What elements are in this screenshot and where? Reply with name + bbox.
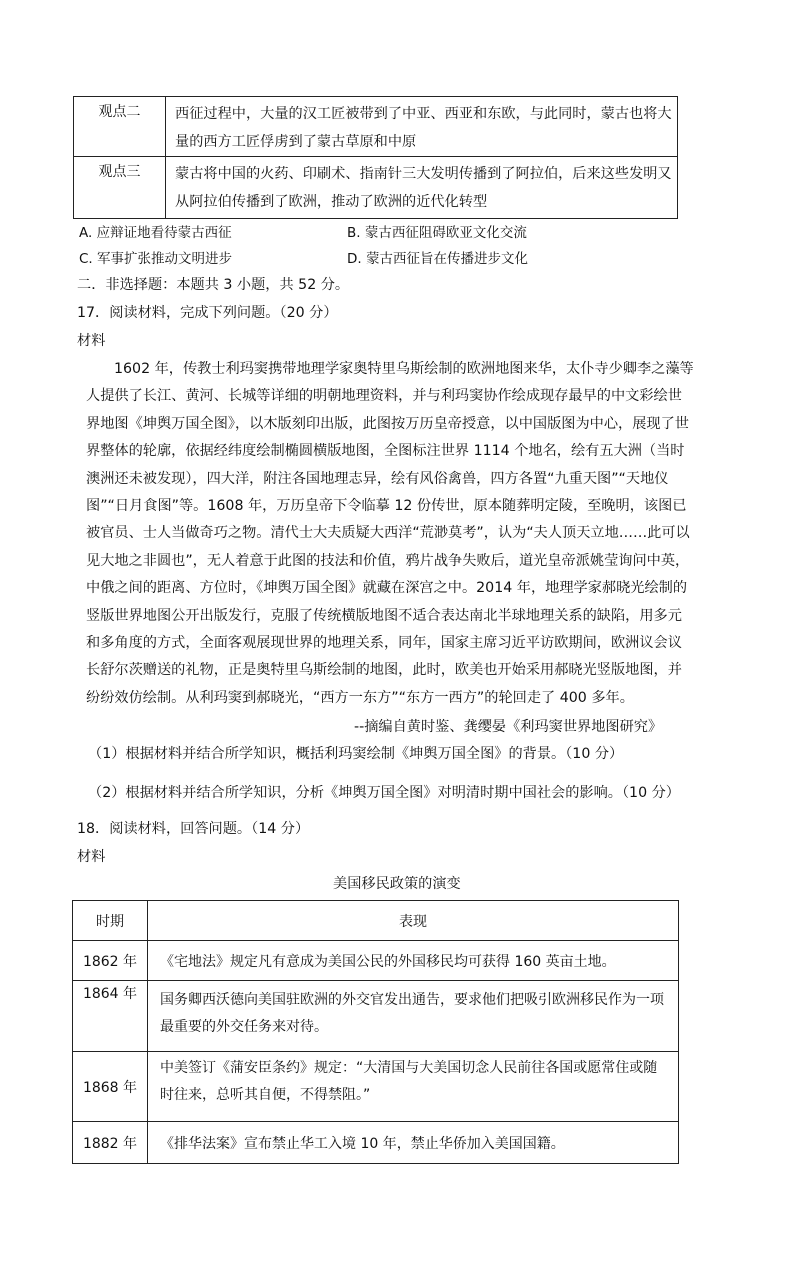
viewpoint-table	[73, 96, 678, 219]
sub-question-1: （1）根据材料并结合所学知识，概括利玛窦绘制《坤舆万国全图》的背景。（10 分）	[88, 746, 624, 762]
table-row	[73, 1122, 679, 1164]
question-18-header: 18．阅读材料，回答问题。（14 分）	[77, 821, 310, 837]
row-text: 西征过程中，大量的汉工匠被带到了中亚、西亚和东欧，与此同时，蒙古也将大量的西方工匠俘虏到了蒙古草原和中原	[166, 97, 678, 157]
section-heading: 二．非选择题：本题共 3 小题，共 52 分。	[77, 277, 350, 293]
material-paragraph: 1602 年，传教士利玛窦携带地理学家奥特里乌斯绘制的欧洲地图来华，太仆寺少卿李之藻等人提供了长江、黄河、长城等详细的明朝地理资料，并与利玛窦协作绘成现存最早的中文彩绘世界地图《坤舆万国全图》，以木版刻印出版，此图按万历皇帝授意，以中国版图为中心，展现了世界整体的轮廓，依据经纬度绘制椭圆横版地图，全图标注世界 1114 个地名，绘有五大洲（当时澳洲还未被发现），四大洋，附注各国地理志异，绘有风俗禽兽，四方各置“九重天图”“天地仪图”“日月食图”等。1608 年，万历皇帝下令临摹 12 份传世，原本随葬明定陵，至晚明，该图已被官员、士人当做奇巧之物。清代士大夫质疑大西洋“荒渺莫考”，认为“夫人顶天立地……此可以见大地之非圆也”，无人着意于此图的技法和价值，鸦片战争失败后，道光皇帝派姚莹询问中英，中俄之间的距离、方位时，《坤舆万国全图》就藏在深宫之中。2014 年，地理学家郝晓光绘制的竖版世界地图公开出版发行，克服了传统横版地图不适合表达南北半球地理关系的缺陷，用多元和多角度的方式，全面客观展现世界的地理关系，同年，国家主席习近平访欧期间，欧洲议会议长舒尔茨赠送的礼物，正是奥特里乌斯绘制的地图，此时，欧美也开始采用郝晓光竖版地图，并纷纷效仿绘制。从利玛窦到郝晓光，“西方一东方”“东方一西方”的轮回走了 400 多年。	[86, 361, 694, 706]
material-label: 材料	[77, 333, 106, 349]
source-citation: --摘编自黄时鉴、龚缨晏《利玛窦世界地图研究》	[354, 719, 663, 735]
option-a: A. 应辩证地看待蒙古西征	[79, 225, 232, 241]
event-cell: 中美签订《蒲安臣条约》规定：“大清国与大美国切念人民前往各国或愿常住或随时往来，总听其自便，不得禁阻。”	[148, 1052, 679, 1122]
immigration-policy-table	[72, 900, 679, 1164]
column-header: 时期	[73, 901, 148, 941]
event-cell: 《宅地法》规定凡有意成为美国公民的外国移民均可获得 160 英亩土地。	[148, 941, 679, 981]
event-cell: 《排华法案》宣布禁止华工入境 10 年，禁止华侨加入美国国籍。	[148, 1122, 679, 1164]
year-cell: 1862 年	[73, 941, 148, 981]
row-text: 蒙古将中国的火药、印刷术、指南针三大发明传播到了阿拉伯，后来这些发明又从阿拉伯传播到了欧洲，推动了欧洲的近代化转型	[166, 157, 678, 219]
table-row	[74, 157, 678, 219]
event-cell: 国务卿西沃德向美国驻欧洲的外交官发出通告，要求他们把吸引欧洲移民作为一项最重要的外交任务来对待。	[148, 981, 679, 1052]
table-row	[73, 981, 679, 1052]
option-c: C. 军事扩张推动文明进步	[79, 251, 233, 267]
table-row	[74, 97, 678, 157]
row-label: 观点三	[74, 157, 166, 219]
table-title: 美国移民政策的演变	[333, 876, 461, 892]
year-cell: 1882 年	[73, 1122, 148, 1164]
table-header-row	[73, 901, 679, 941]
material-label: 材料	[77, 849, 106, 865]
option-d: D. 蒙古西征旨在传播进步文化	[347, 251, 528, 267]
table-row	[73, 1052, 679, 1122]
year-cell: 1864 年	[73, 981, 148, 1052]
sub-question-2: （2）根据材料并结合所学知识，分析《坤舆万国全图》对明清时期中国社会的影响。（10 分）	[88, 785, 680, 801]
table-row	[73, 941, 679, 981]
question-17-header: 17．阅读材料，完成下列问题。（20 分）	[77, 305, 338, 321]
column-header: 表现	[148, 901, 679, 941]
row-label: 观点二	[74, 97, 166, 157]
option-b: B. 蒙古西征阻碍欧亚文化交流	[347, 225, 527, 241]
year-cell: 1868 年	[73, 1052, 148, 1122]
